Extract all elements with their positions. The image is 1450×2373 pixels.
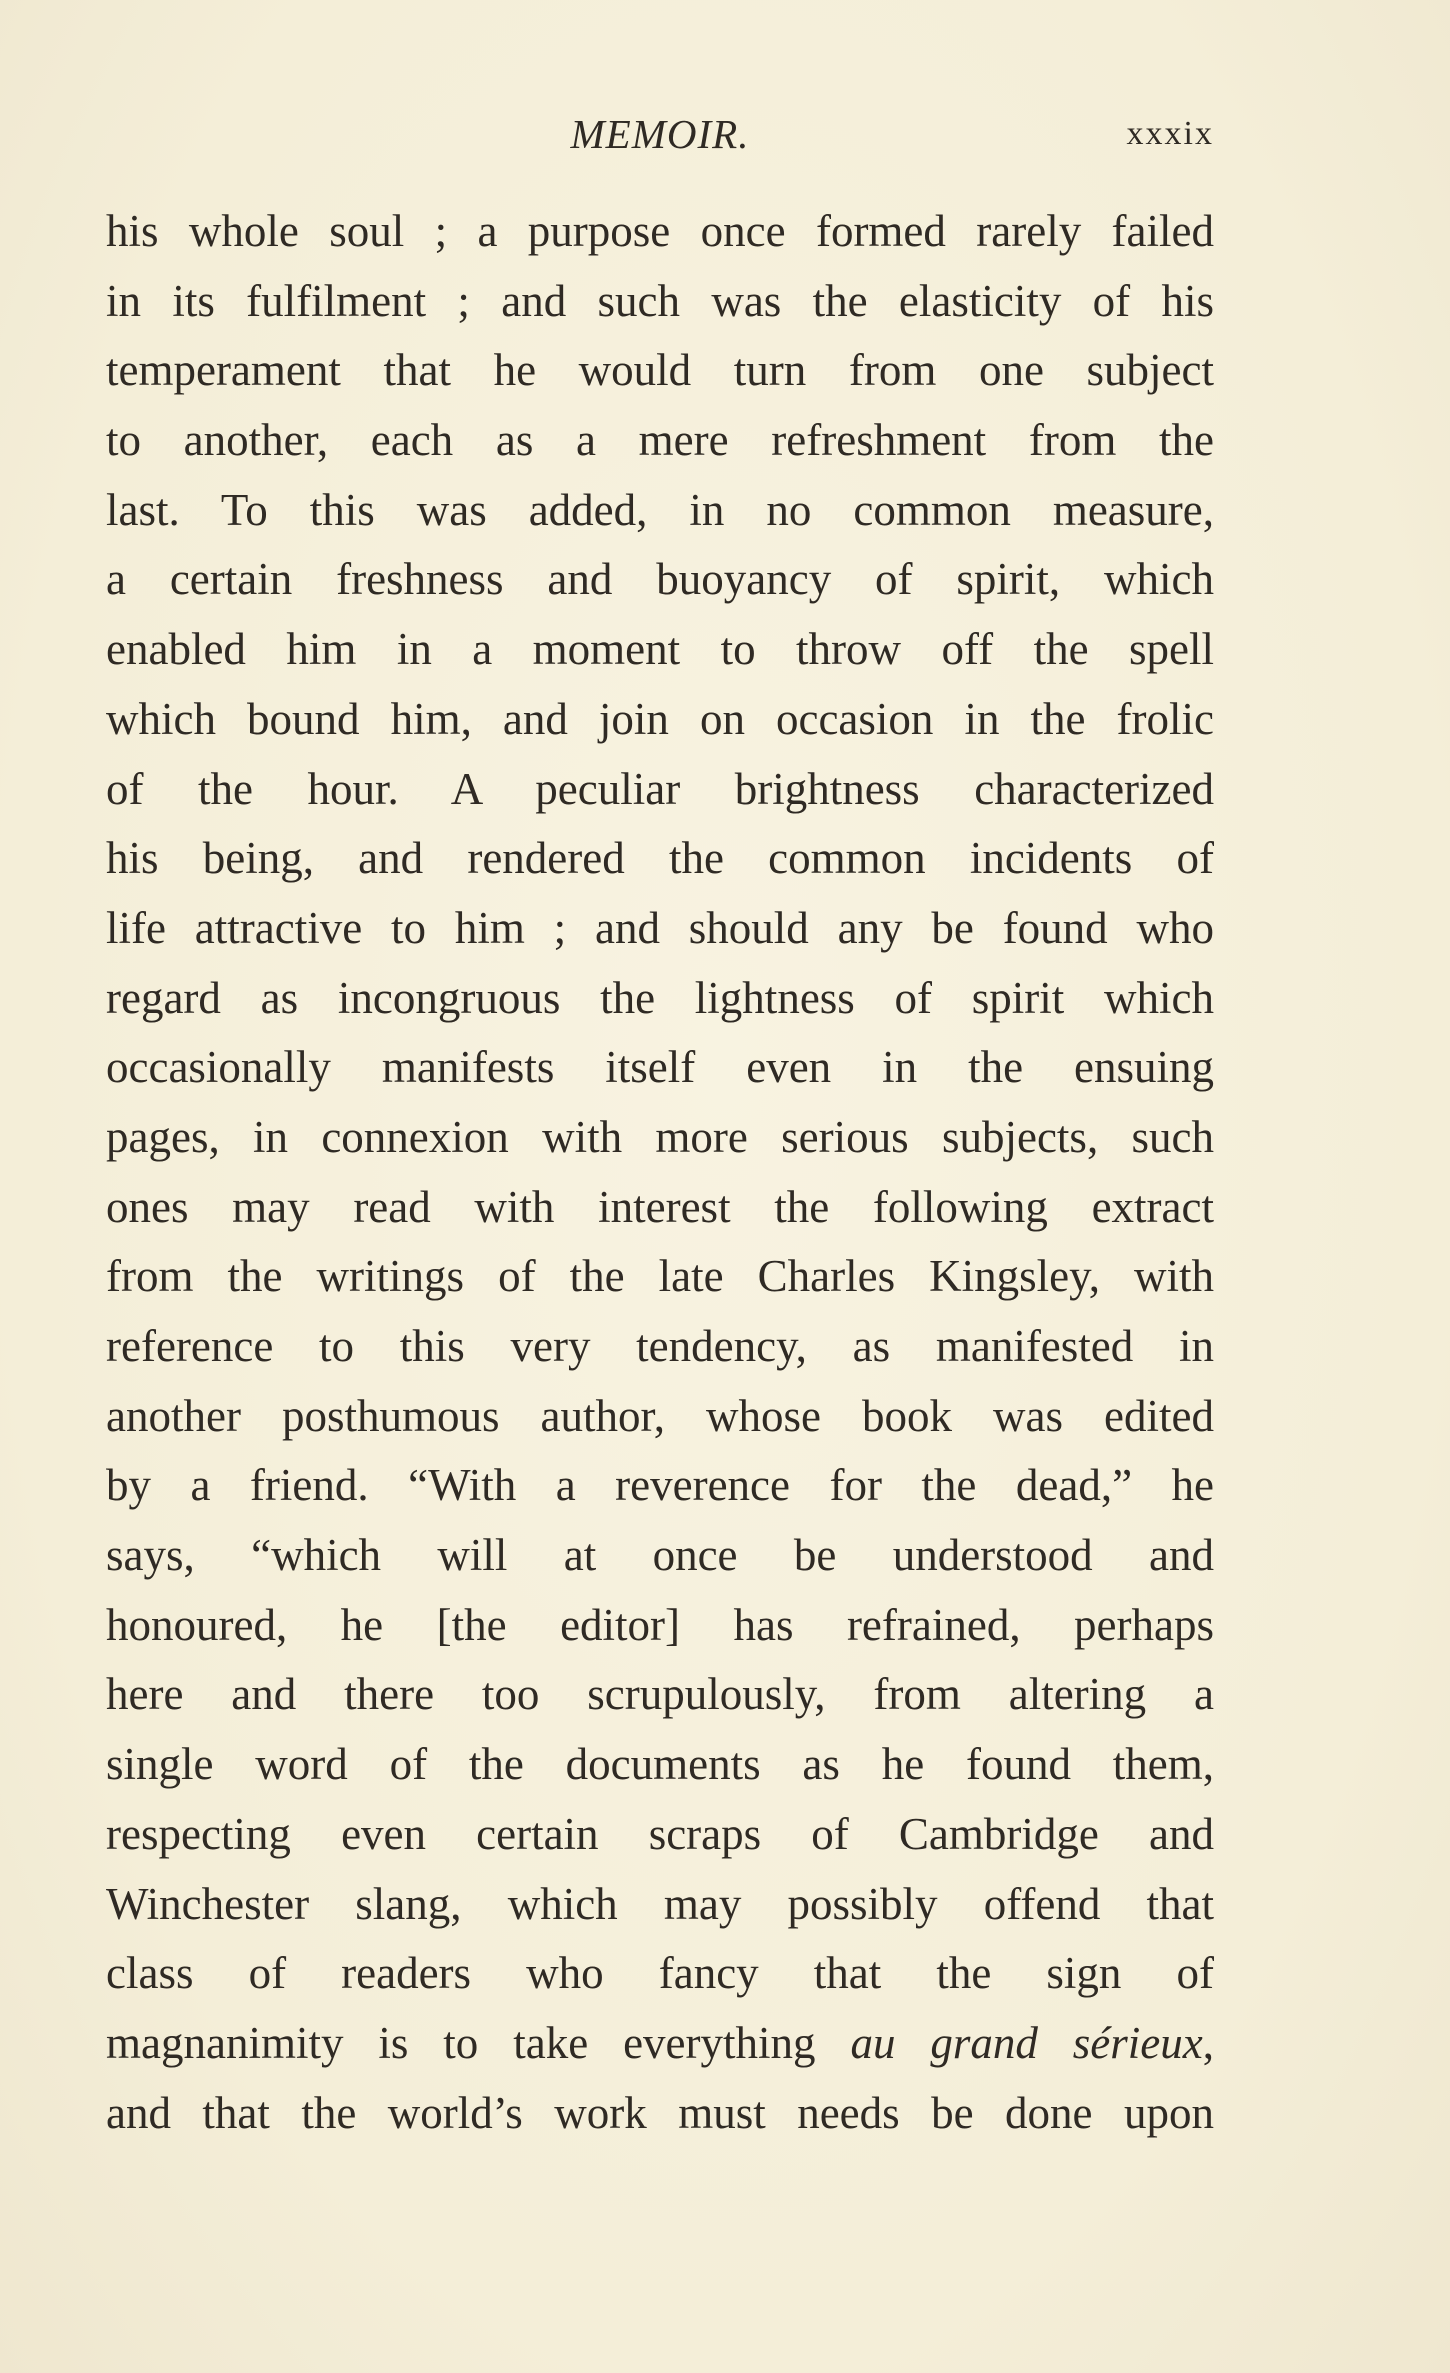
text-line-with-italic — [106, 2009, 1214, 2079]
text-line: pages, in connexion with more serious subjects, such — [106, 1111, 1214, 1162]
text-line: last. To this was added, in no common measure, — [106, 484, 1214, 535]
text-line: to another, each as a mere refreshment from the — [106, 415, 1214, 466]
text-line: ones may read with interest the following extract — [106, 1181, 1214, 1232]
text-line: reference to this very tendency, as manifested in — [106, 1321, 1214, 1371]
text-line: honoured, he [the editor] has refrained, perhaps — [106, 1599, 1214, 1650]
text-line: by a friend. “With a reverence for the dead,” he — [106, 1460, 1214, 1511]
page-number: xxxix — [1126, 115, 1214, 152]
text-line: his whole soul ; a purpose once formed rarely failed — [106, 206, 1214, 256]
text-line: and that the world’s work must needs be done upon — [106, 2087, 1214, 2138]
text-line: temperament that he would turn from one subject — [106, 345, 1214, 396]
text-line: class of readers who fancy that the sign of — [106, 1948, 1214, 1999]
text-line: regard as incongruous the lightness of spirit which — [106, 972, 1214, 1023]
text-line: enabled him in a moment to throw off the spell — [106, 624, 1214, 675]
line-text-after-italic: , — [1202, 2017, 1214, 2068]
text-line: in its fulfilment ; and such was the elasticity of his — [106, 275, 1214, 326]
text-line: single word of the documents as he found them, — [106, 1739, 1214, 1790]
text-line: of the hour. A peculiar brightness characterized — [106, 763, 1214, 814]
text-line: Winchester slang, which may possibly offend that — [106, 1878, 1214, 1929]
text-line: which bound him, and join on occasion in the frolic — [106, 693, 1214, 744]
page-header — [106, 104, 1214, 164]
running-title: MEMOIR. — [570, 111, 750, 157]
line-text-before-italic: magnanimity is to take everything — [106, 2017, 851, 2068]
text-line: his being, and rendered the common incidents of — [106, 833, 1214, 884]
text-line: occasionally manifests itself even in the ensuing — [106, 1042, 1214, 1093]
italic-phrase: au grand sérieux — [850, 2017, 1203, 2068]
text-line: respecting even certain scraps of Cambridge and — [106, 1808, 1214, 1859]
text-line: a certain freshness and buoyancy of spirit, which — [106, 554, 1214, 605]
text-line: here and there too scrupulously, from altering a — [106, 1669, 1214, 1720]
text-line: life attractive to him ; and should any be found who — [106, 902, 1214, 953]
text-line: another posthumous author, whose book was edited — [106, 1390, 1214, 1441]
text-line: from the writings of the late Charles Kingsley, with — [106, 1251, 1214, 1302]
text-line: says, “which will at once be understood and — [106, 1530, 1214, 1581]
body-text — [106, 197, 1214, 2148]
